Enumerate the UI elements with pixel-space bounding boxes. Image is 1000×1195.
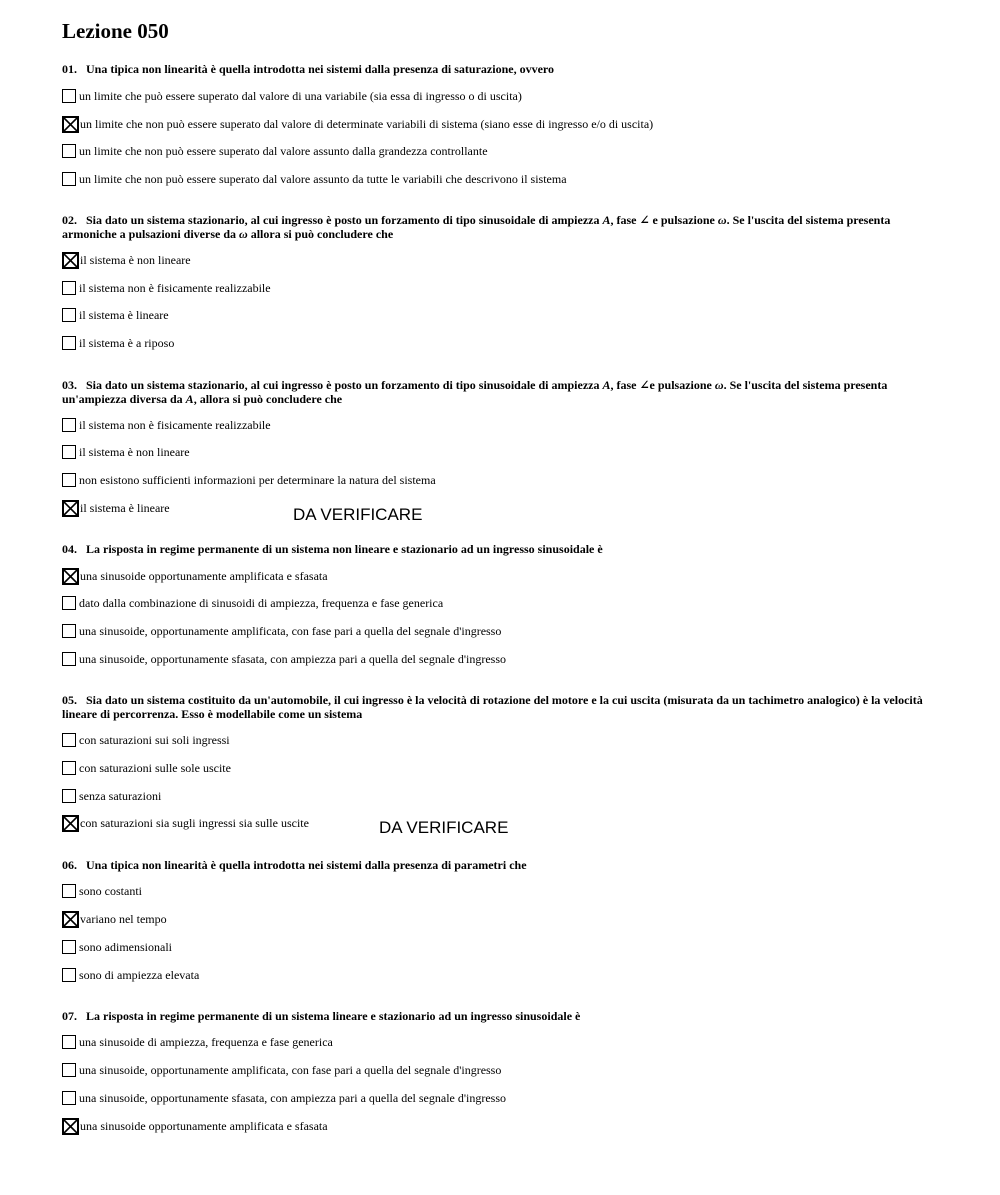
option-07-a[interactable]: una sinusoide di ampiezza, frequenza e fase generica: [62, 1033, 333, 1051]
option-05-b[interactable]: con saturazioni sulle sole uscite: [62, 759, 231, 777]
option-04-a[interactable]: una sinusoide opportunamente amplificata e sfasata: [62, 567, 328, 585]
question-number: 05.: [62, 693, 77, 707]
checkbox[interactable]: [62, 652, 76, 666]
cross-mark-icon: [62, 116, 79, 133]
checkbox[interactable]: [62, 281, 76, 295]
checkbox[interactable]: [62, 308, 76, 322]
checkbox[interactable]: [62, 1091, 76, 1105]
checkbox[interactable]: [62, 733, 76, 747]
checkbox[interactable]: [62, 761, 76, 775]
checked-checkbox[interactable]: [62, 1118, 79, 1135]
option-03-b[interactable]: il sistema è non lineare: [62, 443, 190, 461]
question-07: [62, 1009, 937, 1133]
option-06-b[interactable]: variano nel tempo: [62, 910, 167, 928]
option-01-d[interactable]: un limite che non può essere superato dal valore assunto da tutte le variabili che descrivono il sistema: [62, 170, 567, 188]
option-02-c[interactable]: il sistema è lineare: [62, 306, 169, 324]
option-02-d[interactable]: il sistema è a riposo: [62, 334, 174, 352]
page-title: Lezione 050: [62, 19, 169, 43]
option-03-d[interactable]: il sistema è lineare: [62, 499, 170, 517]
checked-checkbox[interactable]: [62, 500, 79, 517]
option-01-b[interactable]: un limite che non può essere superato dal valore di determinate variabili di sistema (siano esse di ingresso e/o di uscita): [62, 115, 653, 133]
checked-checkbox[interactable]: [62, 815, 79, 832]
checked-checkbox[interactable]: [62, 568, 79, 585]
option-01-c[interactable]: un limite che non può essere superato dal valore assunto dalla grandezza controllante: [62, 142, 488, 160]
option-03-a[interactable]: il sistema non è fisicamente realizzabile: [62, 416, 271, 434]
option-05-a[interactable]: con saturazioni sui soli ingressi: [62, 731, 230, 749]
cross-mark-icon: [62, 1118, 79, 1135]
question-number: 06.: [62, 858, 77, 872]
option-07-c[interactable]: una sinusoide, opportunamente sfasata, con ampiezza pari a quella del segnale d'ingresso: [62, 1089, 506, 1107]
checkbox[interactable]: [62, 89, 76, 103]
question-02-text: 02. Sia dato un sistema stazionario, al cui ingresso è posto un forzamento di tipo sinusoidale di ampiezza A, fase ∠ e pulsazione ω. Se l'uscita del sistema presenta armoniche a pulsazioni diverse da ω allora si può concludere che: [62, 213, 891, 241]
question-06: [62, 858, 937, 982]
option-06-d[interactable]: sono di ampiezza elevata: [62, 966, 199, 984]
checkbox[interactable]: [62, 445, 76, 459]
question-05-text: 05. Sia dato un sistema costituito da un'automobile, il cui ingresso è la velocità di rotazione del motore e la cui uscita (misurata da un tachimetro analogico) è la velocità lineare di percorrenza. Esso è modellabile come un sistema: [62, 693, 923, 721]
checkbox[interactable]: [62, 940, 76, 954]
checkbox[interactable]: [62, 884, 76, 898]
cross-mark-icon: [62, 252, 79, 269]
checkbox[interactable]: [62, 144, 76, 158]
question-06-text: 06. Una tipica non linearità è quella introdotta nei sistemi dalla presenza di parametri che: [62, 858, 527, 872]
checkbox[interactable]: [62, 473, 76, 487]
option-02-b[interactable]: il sistema non è fisicamente realizzabile: [62, 279, 271, 297]
question-number: 02.: [62, 213, 77, 227]
option-04-c[interactable]: una sinusoide, opportunamente amplificata, con fase pari a quella del segnale d'ingresso: [62, 622, 501, 640]
question-02: [62, 213, 937, 350]
verify-note-03: DA VERIFICARE: [293, 505, 423, 524]
checkbox[interactable]: [62, 624, 76, 638]
question-03-text: 03. Sia dato un sistema stazionario, al cui ingresso è posto un forzamento di tipo sinusoidale di ampiezza A, fase ∠e pulsazione ω. Se l'uscita del sistema presenta un'ampiezza diversa da A, allora si può concludere che: [62, 378, 888, 406]
option-07-b[interactable]: una sinusoide, opportunamente amplificata, con fase pari a quella del segnale d'ingresso: [62, 1061, 501, 1079]
option-01-a[interactable]: un limite che può essere superato dal valore di una variabile (sia essa di ingresso o di uscita): [62, 87, 522, 105]
question-number: 07.: [62, 1009, 77, 1023]
checkbox[interactable]: [62, 968, 76, 982]
checkbox[interactable]: [62, 336, 76, 350]
question-number: 04.: [62, 542, 77, 556]
option-06-c[interactable]: sono adimensionali: [62, 938, 172, 956]
question-number: 01.: [62, 62, 77, 76]
checkbox[interactable]: [62, 1063, 76, 1077]
question-04-text: 04. La risposta in regime permanente di un sistema non lineare e stazionario ad un ingresso sinusoidale è: [62, 542, 603, 556]
question-04: [62, 542, 937, 666]
checkbox[interactable]: [62, 596, 76, 610]
cross-mark-icon: [62, 568, 79, 585]
option-06-a[interactable]: sono costanti: [62, 882, 142, 900]
checked-checkbox[interactable]: [62, 252, 79, 269]
checkbox[interactable]: [62, 172, 76, 186]
option-04-d[interactable]: una sinusoide, opportunamente sfasata, con ampiezza pari a quella del segnale d'ingresso: [62, 650, 506, 668]
option-07-d[interactable]: una sinusoide opportunamente amplificata e sfasata: [62, 1117, 328, 1135]
checkbox[interactable]: [62, 418, 76, 432]
question-01-text: 01. Una tipica non linearità è quella introdotta nei sistemi dalla presenza di saturazione, ovvero: [62, 62, 554, 76]
option-02-a[interactable]: il sistema è non lineare: [62, 251, 191, 269]
cross-mark-icon: [62, 500, 79, 517]
checked-checkbox[interactable]: [62, 116, 79, 133]
question-07-text: 07. La risposta in regime permanente di un sistema lineare e stazionario ad un ingresso sinusoidale è: [62, 1009, 581, 1023]
option-05-c[interactable]: senza saturazioni: [62, 787, 161, 805]
option-04-b[interactable]: dato dalla combinazione di sinusoidi di ampiezza, frequenza e fase generica: [62, 594, 443, 612]
option-03-c[interactable]: non esistono sufficienti informazioni per determinare la natura del sistema: [62, 471, 436, 489]
checkbox[interactable]: [62, 1035, 76, 1049]
checkbox[interactable]: [62, 789, 76, 803]
option-05-d[interactable]: con saturazioni sia sugli ingressi sia sulle uscite: [62, 814, 309, 832]
verify-note-05: DA VERIFICARE: [379, 818, 509, 837]
cross-mark-icon: [62, 911, 79, 928]
question-01: [62, 62, 937, 186]
checked-checkbox[interactable]: [62, 911, 79, 928]
question-number: 03.: [62, 378, 77, 392]
cross-mark-icon: [62, 815, 79, 832]
